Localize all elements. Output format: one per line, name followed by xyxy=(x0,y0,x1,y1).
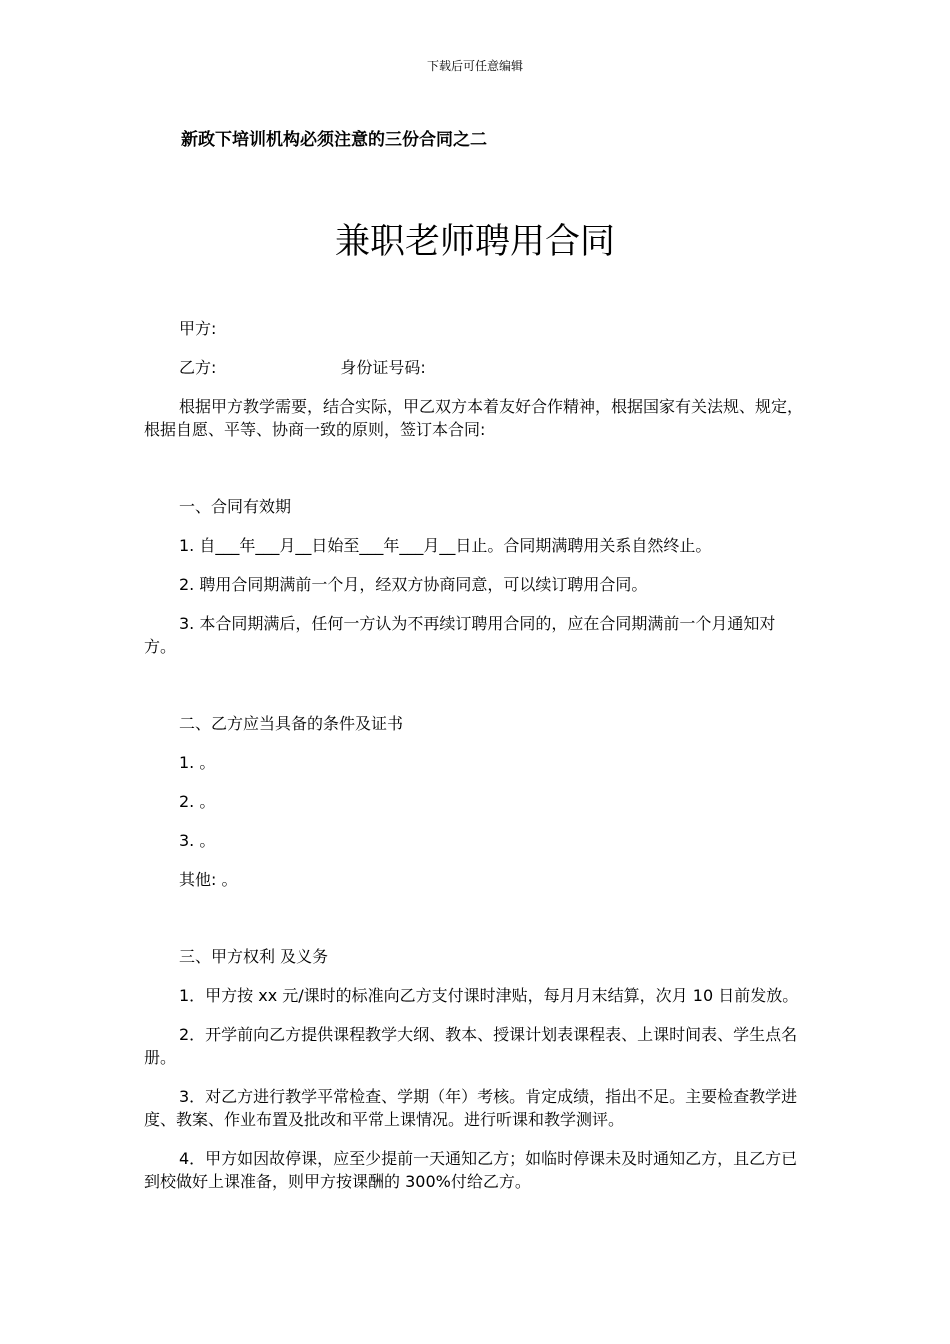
id-number-label: 身份证号码: xyxy=(340,358,426,377)
document-title: 兼职老师聘用合同 xyxy=(334,222,615,262)
series-title: 新政下培训机构必须注意的三份合同之二 xyxy=(181,130,487,150)
header-note: 下载后可任意编辑 xyxy=(426,59,523,73)
section1-item: 1. 自___年___月__日始至___年___月__日止。合同期满聘用关系自然终止。 xyxy=(179,536,712,555)
section2-item: 3. 。 xyxy=(179,831,216,850)
section3-item: 4．甲方如因故停课，应至少提前一天通知乙方；如临时停课未及时通知乙方，且乙方已到校做好上课准备，则甲方按课酬的 300%付给乙方。 xyxy=(144,1149,798,1191)
section2-item-other: 其他: 。 xyxy=(179,870,238,889)
section2-item: 2. 。 xyxy=(179,792,216,811)
party-a-line xyxy=(144,317,806,340)
party-b-label: 乙方: xyxy=(179,358,217,377)
section1-item: 3. 本合同期满后，任何一方认为不再续订聘用合同的，应在合同期满前一个月通知对方。 xyxy=(144,614,776,656)
section3-heading: 三、甲方权利 及义务 xyxy=(179,947,329,966)
contract-body xyxy=(144,317,806,1209)
section2-heading: 二、乙方应当具备的条件及证书 xyxy=(179,714,404,733)
section1-heading: 一、合同有效期 xyxy=(179,497,292,516)
section3-item: 1．甲方按 xx 元/课时的标准向乙方支付课时津贴，每月月末结算，次月 10 日前发放。 xyxy=(179,986,799,1005)
section3-item: 3．对乙方进行教学平常检查、学期（年）考核。肯定成绩，指出不足。主要检查教学进度、教案、作业布置及批改和平常上课情况。进行听课和教学测评。 xyxy=(144,1087,798,1129)
section3-item: 2．开学前向乙方提供课程教学大纲、教本、授课计划表课程表、上课时间表、学生点名册。 xyxy=(144,1025,798,1067)
party-a-label: 甲方: xyxy=(179,319,217,338)
party-b-line xyxy=(144,356,806,379)
preamble-paragraph: 根据甲方教学需要，结合实际，甲乙双方本着友好合作精神，根据国家有关法规、规定，根据自愿、平等、协商一致的原则，签订本合同: xyxy=(144,397,804,439)
section1-item: 2. 聘用合同期满前一个月，经双方协商同意，可以续订聘用合同。 xyxy=(179,575,648,594)
section2-item: 1. 。 xyxy=(179,753,216,772)
